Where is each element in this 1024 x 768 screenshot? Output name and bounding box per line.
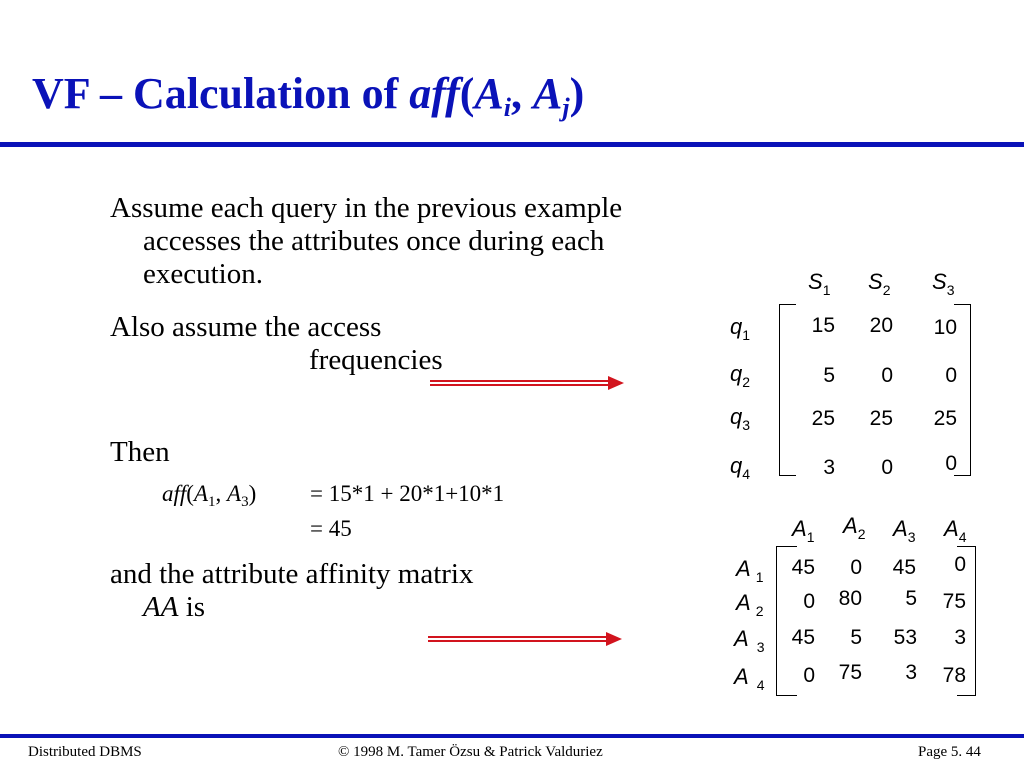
calc-arg1-sub: 1 — [208, 494, 216, 510]
freq-cell: 0 — [945, 364, 957, 387]
arrow-to-affinity-matrix — [428, 636, 622, 641]
calc-arg1: A — [193, 481, 209, 506]
para3-line2 — [143, 591, 205, 624]
is-text: is — [178, 591, 206, 623]
aff-col-header: $A_3$ — [893, 516, 916, 545]
aff-cell: 3 — [905, 661, 917, 684]
calc-comma: , — [215, 481, 228, 506]
title-rule — [0, 142, 1024, 147]
title-arg2: A — [533, 69, 563, 118]
freq-cell: 5 — [823, 364, 835, 387]
para1-line1: Assume each query in the previous example — [110, 192, 623, 224]
calc-arg2: A — [227, 481, 242, 506]
freq-cell: 15 — [811, 314, 835, 337]
freq-left-bracket — [779, 304, 796, 476]
aff-cell: 45 — [892, 556, 916, 579]
title-arg1: A — [474, 69, 504, 118]
freq-row-header: $q_3$ — [730, 404, 751, 433]
aff-col-header: $A_2$ — [843, 513, 866, 542]
aff-cell: 5 — [905, 587, 917, 610]
title-arg1-sub: i — [503, 93, 512, 122]
aff-cell: 75 — [942, 590, 966, 613]
freq-cell: 0 — [881, 364, 893, 387]
aff-row-header: A $_1$ — [736, 556, 764, 585]
calc-open: ( — [186, 481, 194, 506]
freq-cell: 3 — [823, 456, 835, 479]
aff-cell: 5 — [850, 626, 862, 649]
aff-cell: 75 — [838, 661, 862, 684]
calc-func: aff — [162, 481, 187, 506]
title-close-paren: ) — [569, 69, 585, 118]
freq-cell: 0 — [881, 456, 893, 479]
para2-line1: Also assume the access — [110, 311, 382, 343]
aff-cell: 45 — [791, 626, 815, 649]
aff-cell: 0 — [954, 553, 966, 576]
aff-cell: 80 — [838, 587, 862, 610]
calc-close: ) — [248, 481, 257, 506]
aff-row-header: A $_4$ — [734, 664, 765, 693]
then-text: Then — [110, 436, 170, 468]
para1-line3: execution. — [143, 258, 263, 290]
freq-col-header: $S_1$ — [808, 269, 831, 298]
slide-title — [32, 68, 585, 122]
aff-cell: 53 — [893, 626, 917, 649]
calc-line2: = 45 — [310, 516, 352, 541]
title-open-paren: ( — [459, 69, 475, 118]
title-comma: , — [511, 69, 534, 118]
aff-cell: 45 — [791, 556, 815, 579]
calc-line1: = 15*1 + 20*1+10*1 — [310, 481, 505, 506]
aff-row-header: A $_3$ — [734, 626, 765, 655]
freq-row-header: $q_1$ — [730, 314, 751, 343]
aff-cell: 3 — [954, 626, 966, 649]
freq-cell: 25 — [933, 407, 957, 430]
aff-cell: 0 — [803, 664, 815, 687]
freq-cell: 10 — [933, 316, 957, 339]
para2-line2: frequencies — [309, 344, 443, 376]
aff-col-header: $A_1$ — [792, 516, 815, 545]
aff-cell: 78 — [942, 664, 966, 687]
arrow-to-freq-matrix — [430, 380, 624, 385]
para3-line1: and the attribute affinity matrix — [110, 558, 474, 590]
aff-row-header: A $_2$ — [736, 590, 764, 619]
freq-col-header: $S_3$ — [932, 269, 955, 298]
freq-cell: 0 — [945, 452, 957, 475]
aff-col-header: $A_4$ — [944, 516, 967, 545]
freq-row-header: $q_2$ — [730, 361, 751, 390]
calc-lhs — [162, 481, 257, 510]
freq-col-header: $S_2$ — [868, 269, 891, 298]
title-prefix: VF – Calculation of — [32, 69, 410, 118]
footer-left: Distributed DBMS — [28, 744, 142, 760]
footer-rule — [0, 734, 1024, 738]
footer-page-number: Page 5. 44 — [918, 744, 981, 760]
calc-arg2-sub: 3 — [241, 494, 249, 510]
aa-label: AA — [143, 591, 179, 623]
freq-cell: 25 — [869, 407, 893, 430]
para1-line2: accesses the attributes once during each — [143, 225, 605, 257]
title-func: aff — [409, 69, 460, 118]
title-arg2-sub: j — [562, 93, 570, 122]
freq-cell: 20 — [869, 314, 893, 337]
freq-cell: 25 — [811, 407, 835, 430]
aff-cell: 0 — [850, 556, 862, 579]
aff-cell: 0 — [803, 590, 815, 613]
footer-center: © 1998 M. Tamer Özsu & Patrick Valduriez — [338, 744, 603, 760]
freq-row-header: $q_4$ — [730, 453, 751, 482]
